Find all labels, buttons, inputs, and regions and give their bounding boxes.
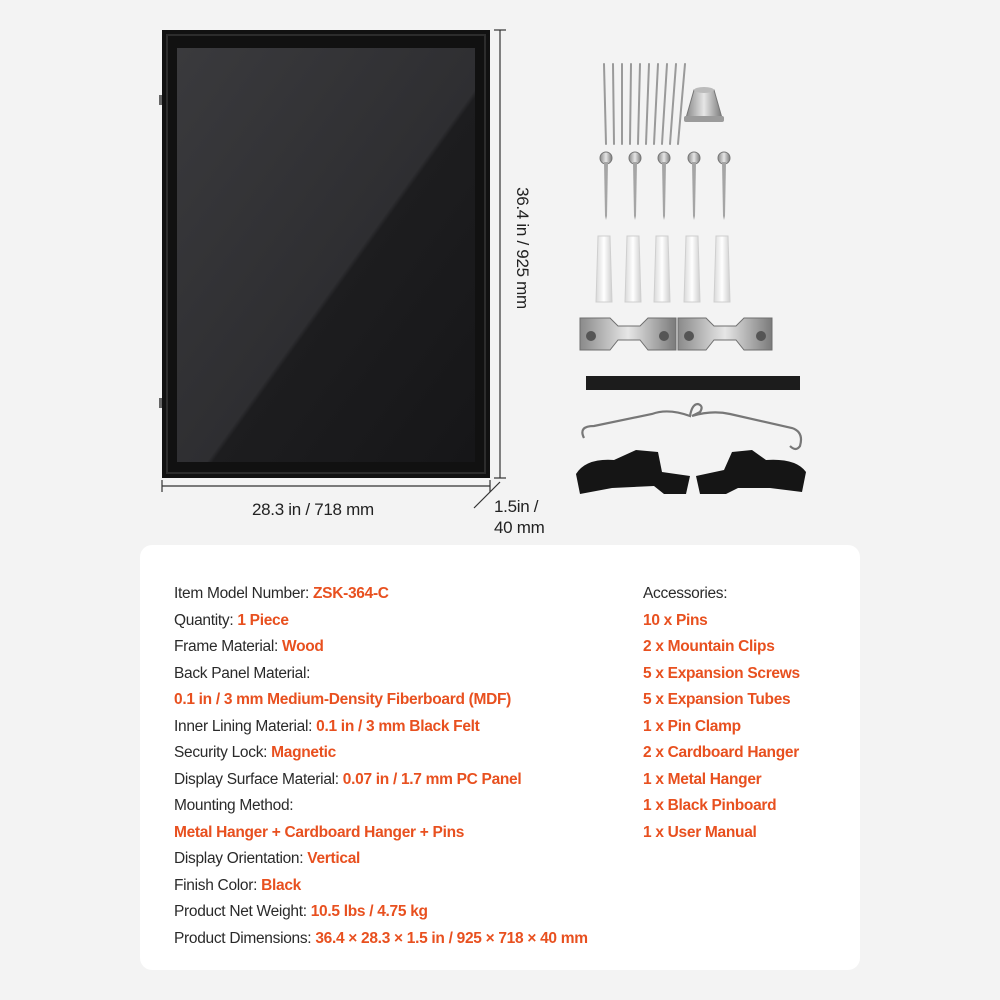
accessory-item: 1 x Pin Clamp	[643, 717, 741, 735]
spec-row-net-weight	[174, 899, 614, 926]
accessory-item: 10 x Pins	[643, 611, 708, 629]
spec-value: 1 Piece	[237, 611, 289, 629]
spec-label: Finish Color:	[174, 876, 262, 894]
spec-value: 36.4 × 28.3 × 1.5 in / 925 × 718 × 40 mm	[315, 929, 588, 947]
spec-value: ZSK-364-C	[313, 585, 389, 602]
accessory-item: 2 x Mountain Clips	[643, 638, 775, 655]
depth-dimension-line2: 40 mm	[494, 518, 545, 537]
mountain-clips-icon	[580, 318, 772, 350]
expansion-tubes-icon	[596, 236, 730, 302]
accessory-item: 5 x Expansion Tubes	[643, 691, 791, 708]
accessory-item: 2 x Cardboard Hanger	[643, 744, 799, 761]
accessory-item: 1 x User Manual	[643, 823, 757, 841]
accessory-item: 5 x Expansion Screws	[643, 664, 800, 682]
spec-label: Product Net Weight:	[174, 903, 311, 920]
display-case	[159, 30, 490, 478]
hinge-bottom	[159, 398, 162, 408]
accessories-list	[643, 581, 853, 846]
height-dimension-label: 36.4 in / 925 mm	[513, 187, 532, 309]
cardboard-hangers-icon	[576, 450, 806, 494]
spec-label: Quantity:	[174, 611, 238, 629]
pins-icon	[604, 64, 685, 144]
spec-row-mounting-label	[174, 793, 614, 820]
spec-value: 0.1 in / 3 mm Black Felt	[316, 717, 480, 735]
metal-hanger-icon	[582, 404, 801, 449]
accessory-item: 1 x Metal Hanger	[643, 770, 762, 788]
spec-label: Mounting Method:	[174, 797, 294, 814]
spec-label: Product Dimensions:	[174, 929, 316, 947]
spec-row-dimensions	[174, 926, 614, 953]
spec-row-finish-color	[174, 873, 614, 900]
spec-value: 10.5 lbs / 4.75 kg	[310, 903, 428, 920]
case-glass-panel	[177, 48, 475, 462]
hinge-top	[159, 95, 162, 105]
spec-label: Back Panel Material:	[174, 664, 311, 682]
spec-row-inner-lining	[174, 714, 614, 741]
spec-value: Wood	[282, 638, 324, 655]
depth-dimension-line1: 1.5in /	[494, 497, 539, 516]
accessory-item: 1 x Black Pinboard	[643, 797, 777, 814]
spec-list	[174, 581, 614, 952]
spec-value: 0.07 in / 1.7 mm PC Panel	[342, 770, 522, 788]
spec-row-model	[174, 581, 614, 608]
accessories-title: Accessories:	[643, 585, 728, 602]
spec-value: Magnetic	[271, 744, 336, 761]
spec-value: Metal Hanger + Cardboard Hanger + Pins	[174, 823, 465, 841]
spec-card	[140, 545, 860, 970]
spec-label: Frame Material:	[174, 638, 283, 655]
spec-row-mounting-value	[174, 820, 614, 847]
spec-row-back-panel-value	[174, 687, 614, 714]
spec-label: Inner Lining Material:	[174, 717, 317, 735]
depth-dimension-label	[494, 496, 544, 538]
spec-value: 0.1 in / 3 mm Medium-Density Fiberboard (MDF)	[174, 691, 512, 708]
spec-label: Security Lock:	[174, 744, 272, 761]
spec-value: Vertical	[307, 850, 361, 867]
spec-row-orientation	[174, 846, 614, 873]
spec-row-security-lock	[174, 740, 614, 767]
spec-row-back-panel-label	[174, 661, 614, 688]
spec-label: Item Model Number:	[174, 585, 314, 602]
expansion-screws-icon	[600, 152, 730, 220]
pin-clamp-icon	[684, 87, 724, 122]
width-dimension-label: 28.3 in / 718 mm	[252, 500, 374, 519]
spec-row-display-surface	[174, 767, 614, 794]
spec-label: Display Orientation:	[174, 850, 308, 867]
spec-value: Black	[261, 876, 301, 894]
spec-row-quantity	[174, 608, 614, 635]
spec-row-frame-material	[174, 634, 614, 661]
spec-label: Display Surface Material:	[174, 770, 343, 788]
black-pinboard-icon	[586, 376, 800, 390]
